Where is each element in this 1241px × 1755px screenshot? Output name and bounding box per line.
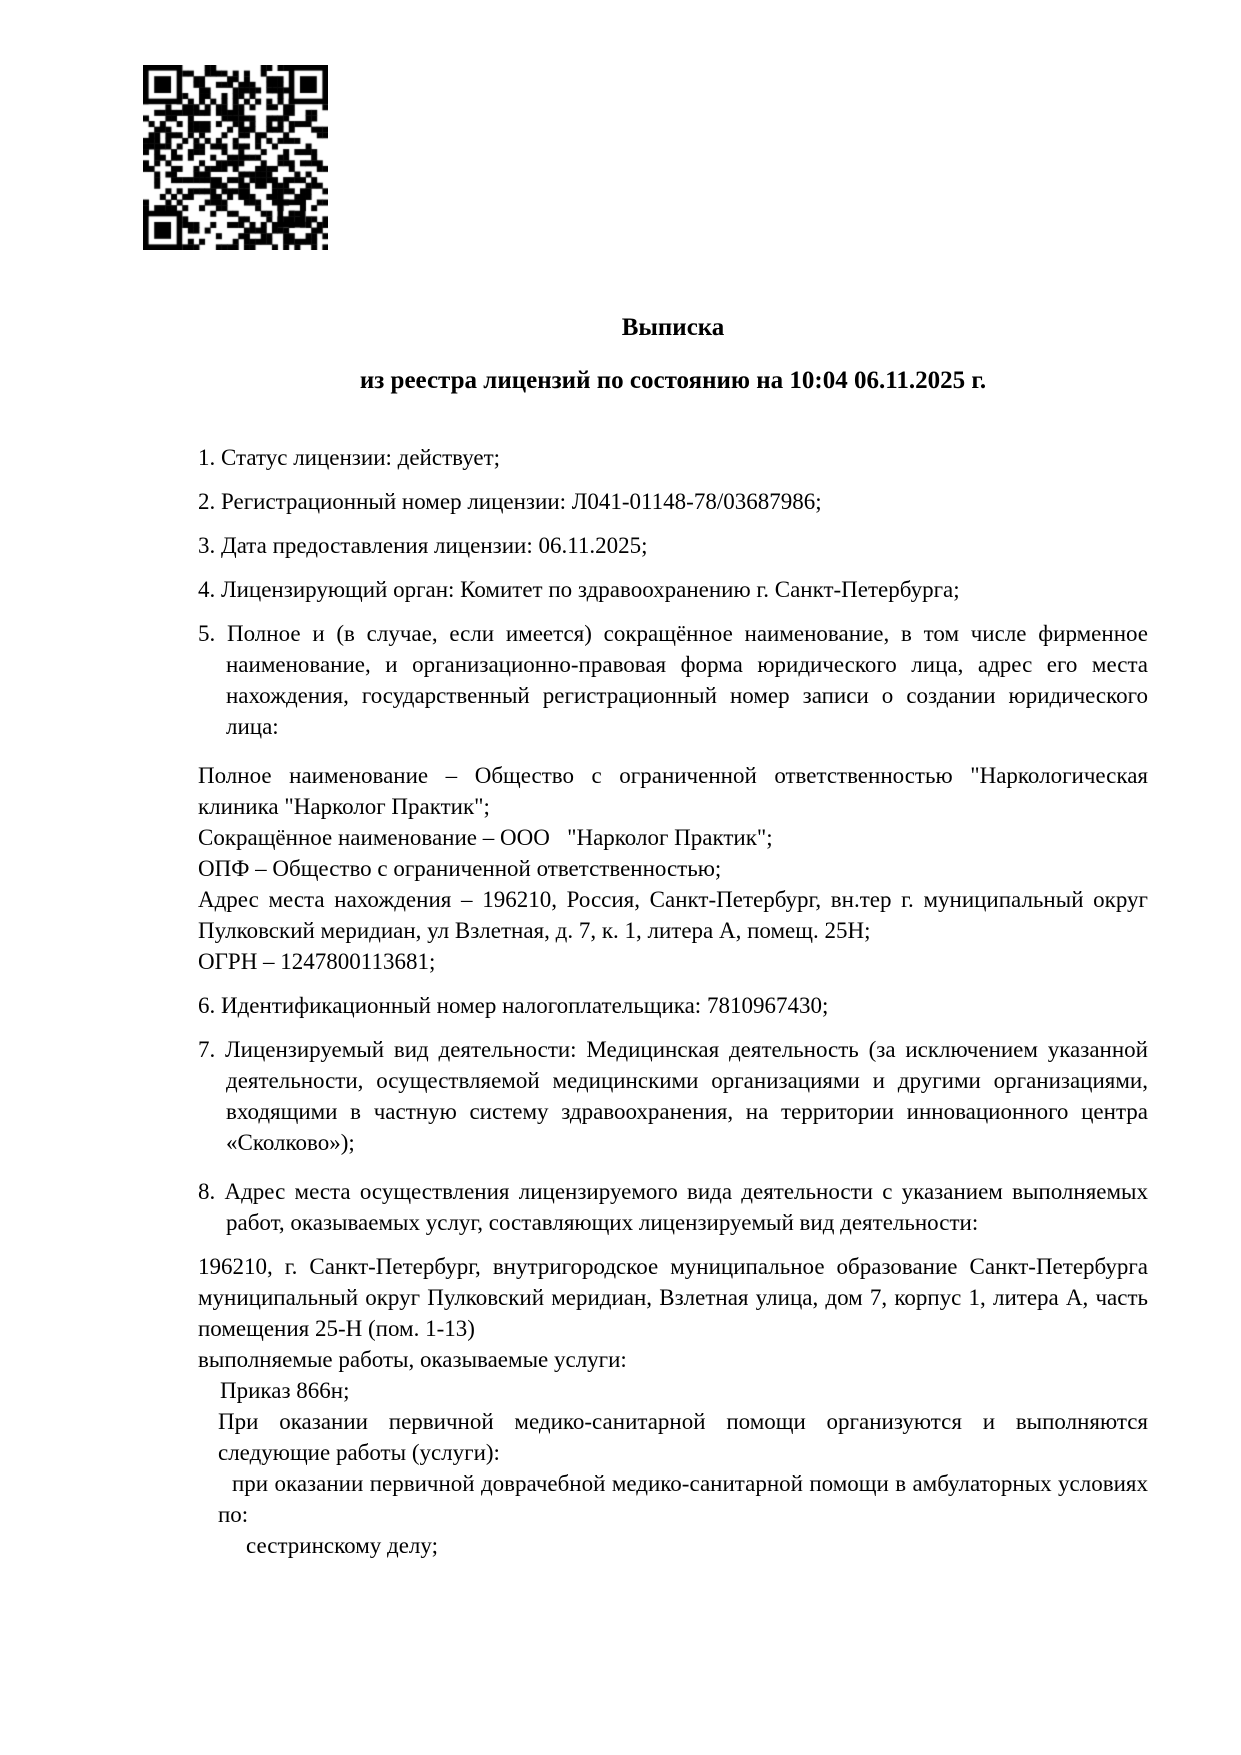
inn: 6. Идентификационный номер налогоплательщика: 7810967430; — [198, 993, 829, 1018]
license-status: 1. Статус лицензии: действует; — [198, 445, 501, 470]
opf: ОПФ – Общество с ограниченной ответственностью; — [198, 856, 722, 881]
organization-details — [198, 760, 1148, 977]
order-866n: Приказ 866н; — [220, 1378, 350, 1403]
pre-medical-care: при оказании первичной доврачебной медико-санитарной помощи в амбулаторных условиях по: — [218, 1471, 1148, 1527]
document-subtitle: из реестра лицензий по состоянию на 10:04 06.11.2025 г. — [359, 367, 987, 394]
licensing-authority: 4. Лицензирующий орган: Комитет по здравоохранению г. Санкт-Петербурга; — [198, 577, 960, 602]
document-title: Выписка — [621, 314, 725, 341]
clause-5-name-heading: 5. Полное и (в случае, если имеется) сокращённое наименование, в том числе фирменное наименование, и организационно-правовая форма юридического лица, адрес его места нахождения, государственный регистрационный номер записи о создании юридического лица: — [198, 621, 1148, 739]
clause-8-activity-address-heading: 8. Адрес места осуществления лицензируемого вида деятельности с указанием выполняемых работ, оказываемых услуг, составляющих лицензируемый вид деятельности: — [198, 1179, 1148, 1235]
legal-address: Адрес места нахождения – 196210, Россия, Санкт-Петербург, вн.тер г. муниципальный округ Пулковский меридиан, ул Взлетная, д. 7, к. 1, литера А, помещ. 25Н; — [198, 887, 1148, 943]
works-services-label: выполняемые работы, оказываемые услуги: — [198, 1347, 627, 1372]
document-body — [198, 312, 1148, 1561]
document-heading — [135, 312, 1211, 396]
short-name: Сокращённое наименование – ООО "Нарколог Практик"; — [198, 825, 773, 850]
primary-care-works: При оказании первичной медико-санитарной помощи организуются и выполняются следующие работы (услуги): — [218, 1409, 1148, 1465]
activity-address-details — [198, 1251, 1148, 1561]
nursing-care: сестринскому делу; — [246, 1533, 438, 1558]
licensed-activity: 7. Лицензируемый вид деятельности: Медицинская деятельность (за исключением указанной деятельности, осуществляемой медицинскими организациями и другими организациями, входящими в частную систему здравоохранения, на территории инновационного центра «Сколково»); — [198, 1037, 1148, 1155]
activity-address: 196210, г. Санкт-Петербург, внутригородское муниципальное образование Санкт-Петербурга муниципальный округ Пулковский меридиан, Взлетная улица, дом 7, корпус 1, литера А, часть помещения 25-Н (пом. 1-13) — [198, 1254, 1148, 1341]
full-name: Полное наименование – Общество с ограниченной ответственностью "Наркологическая клиника "Нарколог Практик"; — [198, 763, 1148, 819]
license-reg-number: 2. Регистрационный номер лицензии: Л041-01148-78/03687986; — [198, 489, 822, 514]
ogrn: ОГРН – 1247800113681; — [198, 949, 436, 974]
license-grant-date: 3. Дата предоставления лицензии: 06.11.2025; — [198, 533, 648, 558]
qr-code-icon — [143, 65, 328, 250]
